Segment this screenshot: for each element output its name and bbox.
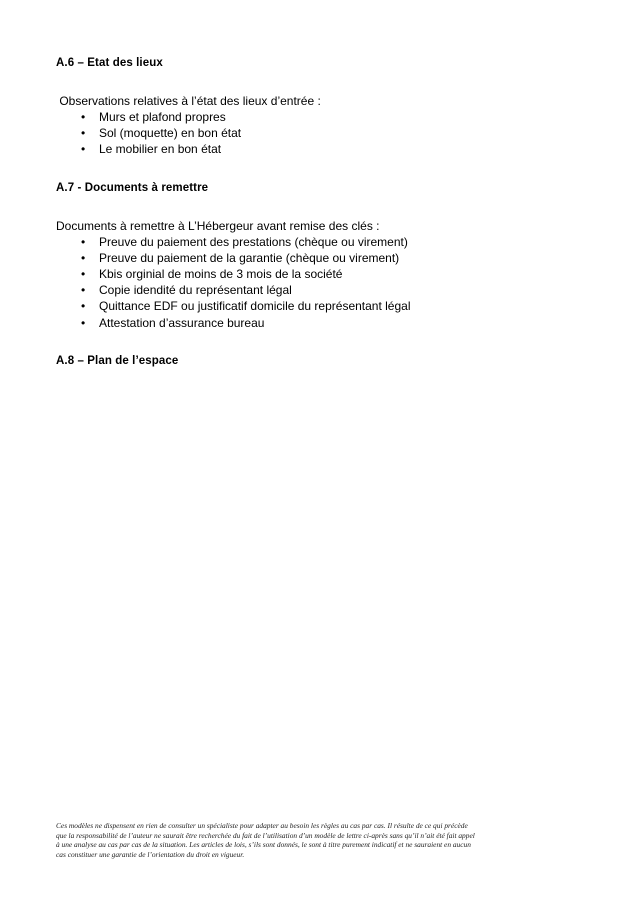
- bullet-list-a6: [56, 109, 580, 158]
- footer-line: que la responsabilité de l’auteur ne saurait être recherchée du fait de l’utilisation d’un modèle de lettre ci-après sans qu’il n’ait été fait appel: [56, 830, 475, 840]
- list-item-label: Kbis orginial de moins de 3 mois de la société: [99, 267, 343, 282]
- bullet-icon: •: [81, 250, 86, 265]
- list-item-label: Sol (moquette) en bon état: [99, 126, 242, 141]
- spacer: [56, 331, 580, 354]
- section-heading-a8: A.8 – Plan de l’espace: [56, 354, 179, 367]
- list-item-label: Preuve du paiement de la garantie (chèque ou virement): [99, 250, 400, 265]
- list-item-label: Le mobilier en bon état: [99, 142, 222, 157]
- list-item-label: Copie idendité du représentant légal: [99, 283, 292, 298]
- bullet-icon: •: [81, 234, 86, 249]
- spacer: [56, 71, 580, 93]
- list-item: [56, 250, 580, 266]
- section-heading-a6: A.6 – Etat des lieux: [56, 57, 163, 69]
- document-body: [56, 56, 580, 369]
- footer-line: à une analyse au cas par cas de la situation. Les articles de lois, s’ils sont donnés, le sont à titre purement indicatif et ne sauraient en aucun: [56, 840, 471, 850]
- list-item: [56, 282, 580, 298]
- list-item-label: Attestation d’assurance bureau: [99, 315, 265, 330]
- spacer: [56, 196, 580, 218]
- section-heading-a7: A.7 - Documents à remettre: [56, 181, 209, 194]
- bullet-icon: •: [81, 315, 86, 330]
- list-item: [56, 266, 580, 282]
- list-item: [56, 141, 580, 157]
- page-footer-disclaimer: [56, 821, 591, 859]
- section-intro-a6: Observations relatives à l’état des lieux d’entrée :: [56, 94, 321, 108]
- footer-line: Ces modèles ne dispensent en rien de consulter un spécialiste pour adapter au besoin les règles au cas par cas. Il résulte de ce qui précède: [56, 821, 468, 830]
- list-item: [56, 298, 580, 314]
- footer-line: cas constituer une garantie de l’orientation du droit en vigueur.: [56, 849, 245, 859]
- section-intro-a7: Documents à remettre à L’Hébergeur avant remise des clés :: [56, 218, 380, 233]
- bullet-icon: •: [81, 142, 86, 157]
- spacer: [56, 158, 580, 181]
- list-item-label: Murs et plafond propres: [99, 110, 226, 124]
- bullet-icon: •: [81, 110, 86, 124]
- bullet-icon: •: [81, 299, 86, 314]
- list-item: [56, 234, 580, 250]
- bullet-list-a7: [56, 234, 580, 331]
- list-item: [56, 109, 580, 125]
- list-item: [56, 125, 580, 141]
- list-item-label: Preuve du paiement des prestations (chèque ou virement): [99, 234, 408, 249]
- bullet-icon: •: [81, 267, 86, 282]
- bullet-icon: •: [81, 126, 86, 141]
- list-item-label: Quittance EDF ou justificatif domicile du représentant légal: [99, 299, 411, 314]
- list-item: [56, 315, 580, 331]
- bullet-icon: •: [81, 283, 86, 298]
